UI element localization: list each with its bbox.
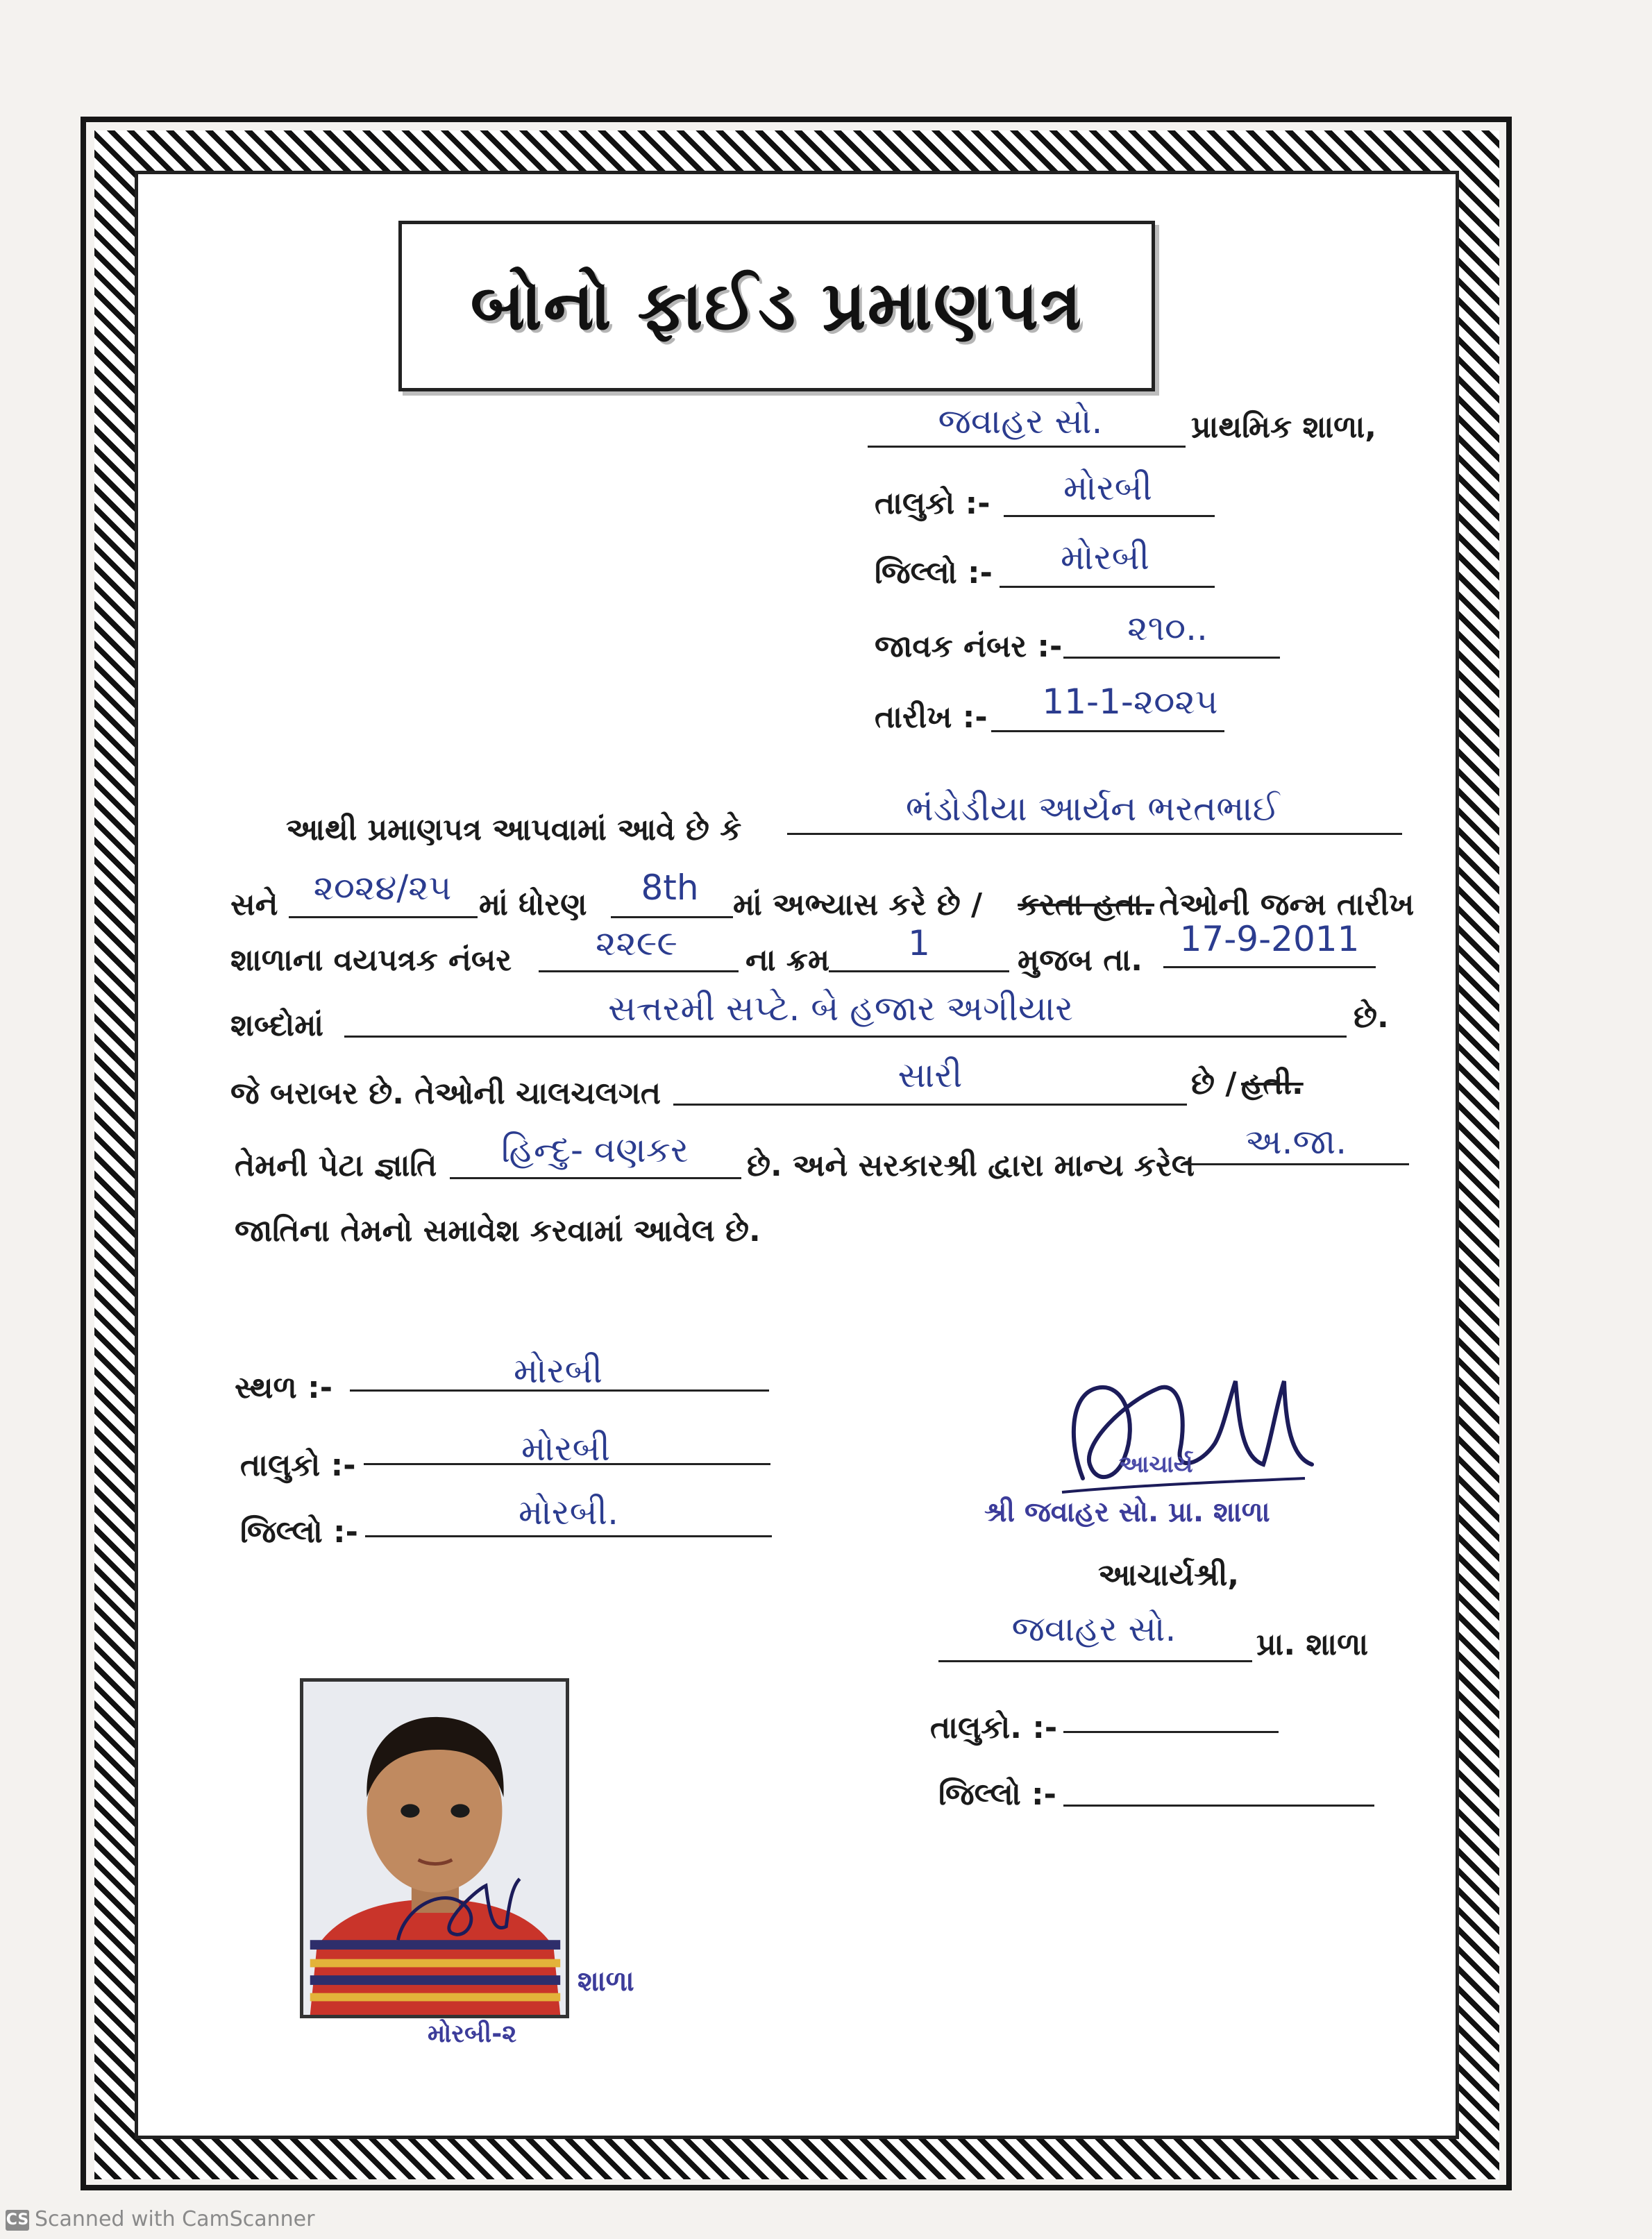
body-line1-text: આથી પ્રમાણપત્ર આપવામાં આવે છે કે (286, 812, 742, 847)
signature-stamp-title: આચાર્ય (1119, 1451, 1193, 1478)
body-line2-a: સને (230, 887, 278, 922)
left-district-line (365, 1535, 772, 1537)
school-suffix-label: પ્રાથમિક શાળા, (1191, 409, 1376, 445)
body-line4-a: શબ્દોમાં (230, 1008, 324, 1043)
dob-words-value: સત્તરમી સપ્ટે. બે હજાર અગીયાર (607, 988, 1074, 1029)
left-taluka-label: તાલુકો :- (240, 1448, 356, 1483)
body-line5-b: છે / (1191, 1066, 1237, 1101)
year-value: ૨૦૨૪/૨૫ (313, 868, 452, 908)
signatory-district-label: જિલ્લો :- (938, 1777, 1056, 1812)
outward-line (1063, 657, 1280, 659)
subcaste-value: હિન્દુ- વણકર (501, 1130, 689, 1170)
body-line2-c: માં અભ્યાસ કરે છે / (733, 887, 983, 922)
conduct-line (673, 1104, 1187, 1106)
photo-stamp-city: મોરબી-૨ (428, 2020, 517, 2048)
body-line2-d: તેઓની જન્મ તારીખ (1159, 887, 1415, 922)
body-line6-b: છે. અને સરકારશ્રી દ્વારા માન્ય કરેલ (747, 1148, 1195, 1183)
district-value: મોરબી (1060, 537, 1150, 577)
dob-words-line (344, 1036, 1347, 1038)
dob-line (1163, 966, 1376, 968)
signatory-taluka-label: તાલુકો. :- (930, 1710, 1058, 1746)
left-district-value: મોરબી. (519, 1492, 618, 1532)
district-line (1000, 586, 1215, 588)
outward-value: ૨૧૦.. (1127, 608, 1208, 648)
signatory-taluka-line (1063, 1731, 1279, 1733)
date-line (991, 730, 1224, 732)
scanner-footer (6, 2207, 314, 2231)
body-line5-strike: હતી. (1241, 1066, 1304, 1101)
school-name-value: જવાહર સો. (938, 401, 1103, 441)
category-value: અ.જા. (1245, 1122, 1347, 1162)
date-value: 11-1-૨૦૨૫ (1042, 682, 1218, 722)
std-value: 8th (641, 868, 699, 908)
register-no-line (539, 970, 739, 972)
signatory-school-value: જવાહર સો. (1011, 1609, 1177, 1649)
signatory-school-suffix: પ્રા. શાળા (1256, 1627, 1369, 1662)
student-name-value: ભંડોડીયા આર્યન ભરતભાઈ (905, 788, 1280, 829)
body-line3-c: મુજબ તા. (1018, 943, 1143, 978)
body-line4-b: છે. (1354, 999, 1389, 1035)
photo-stamp-school: શાળા (578, 1966, 634, 1997)
serial-line (829, 970, 1009, 972)
district-label: જિલ્લો :- (875, 555, 993, 591)
category-line (1184, 1163, 1409, 1165)
body-line2-strike: કરતા હતા. (1018, 887, 1155, 922)
body-line3-b: ના ક્રમ (745, 943, 830, 978)
signatory-district-line (1063, 1805, 1374, 1807)
principal-signature (1041, 1360, 1319, 1513)
principal-label: આચાર્યશ્રી, (1098, 1557, 1240, 1593)
register-no-value: ૨૨૯૯ (596, 923, 677, 963)
dob-value: 17-9-2011 (1179, 919, 1360, 959)
date-label: તારીખ :- (875, 700, 988, 735)
body-line6-a: તેમની પેટા જ્ઞાતિ (235, 1148, 437, 1183)
place-line (350, 1389, 769, 1392)
title-box (398, 221, 1155, 391)
serial-value: 1 (908, 923, 930, 963)
place-value: મોરબી (513, 1351, 603, 1391)
year-line (289, 916, 478, 918)
taluka-value: મોરબી (1063, 468, 1153, 508)
school-stamp: શ્રી જવાહર સો. પ્રા. શાળા (984, 1496, 1270, 1528)
body-line2-b: માં ધોરણ (479, 887, 587, 922)
signatory-school-line (938, 1660, 1252, 1662)
scanner-text: Scanned with CamScanner (35, 2207, 315, 2231)
taluka-label: તાલુકો :- (875, 486, 991, 521)
camscanner-logo-icon: CS (6, 2210, 29, 2231)
body-line3-a: શાળાના વયપત્રક નંબર (230, 943, 512, 978)
school-name-line (868, 446, 1186, 448)
subcaste-line (450, 1177, 741, 1179)
conduct-value: સારી (897, 1055, 963, 1095)
left-district-label: જિલ્લો :- (240, 1514, 358, 1550)
certificate-title: બોનો ફાઈડ પ્રમાણપત્ર (470, 266, 1084, 346)
place-label: સ્થળ :- (235, 1370, 333, 1405)
std-line (611, 916, 733, 918)
student-photo (300, 1678, 569, 2018)
left-taluka-value: મોરબી (521, 1428, 611, 1469)
left-taluka-line (364, 1463, 770, 1465)
body-line7: જાતિના તેમનો સમાવેશ કરવામાં આવેલ છે. (235, 1213, 761, 1249)
body-line5-a: જે બરાબર છે. તેઓની ચાલચલગત (230, 1076, 661, 1111)
student-name-line (787, 833, 1402, 835)
outward-label: જાવક નંબર :- (875, 629, 1063, 664)
taluka-line (1004, 515, 1215, 517)
